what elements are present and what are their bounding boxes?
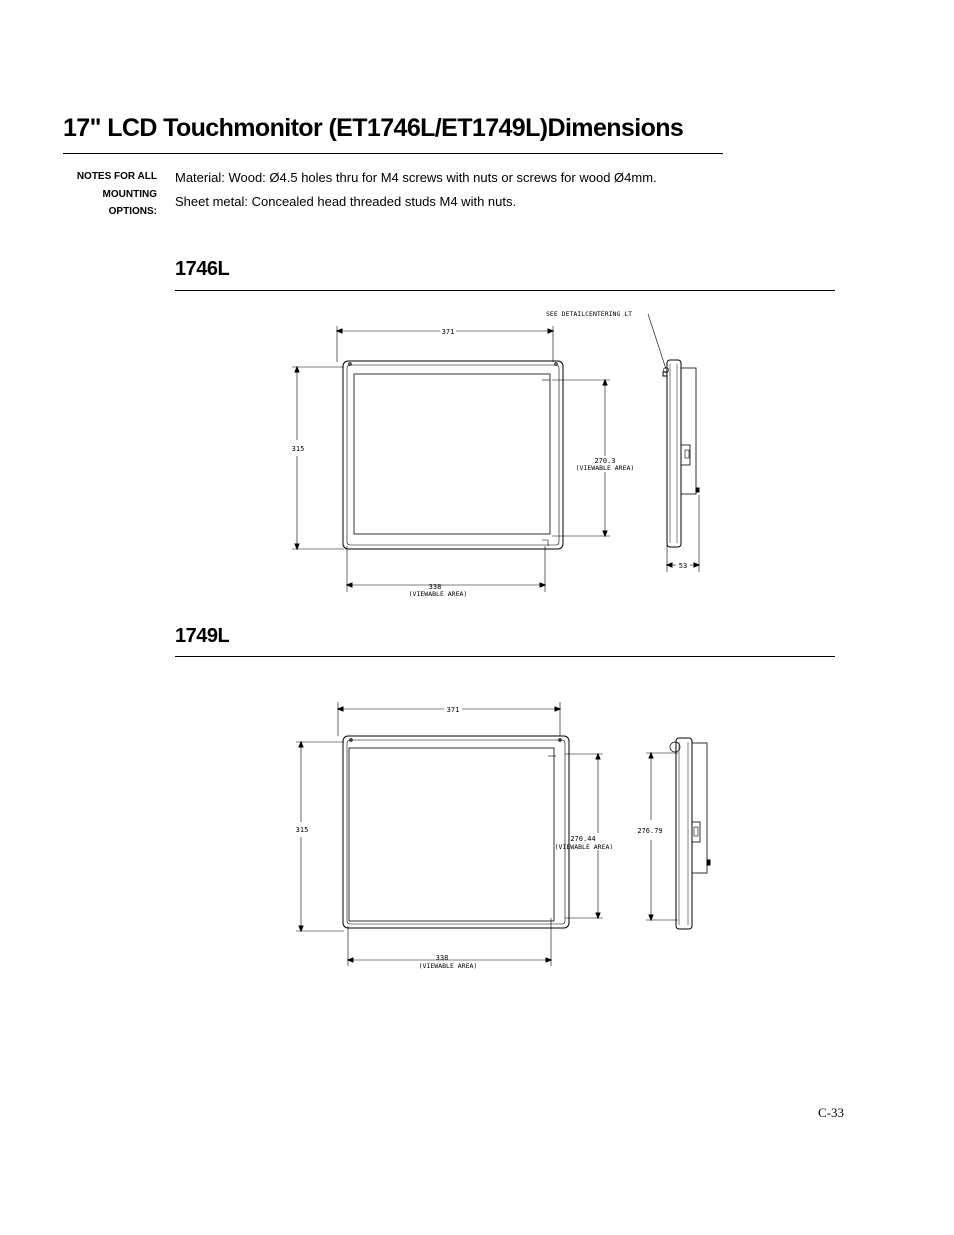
dim-side-height-label: 276.79 [637, 827, 663, 835]
dim-height-label: 315 [291, 445, 305, 453]
dim-view-width-note: (VIEWABLE AREA) [408, 590, 468, 598]
dim-width-label: 371 [446, 706, 460, 714]
dim-view-width [347, 546, 545, 592]
drawing-1749l [280, 690, 720, 980]
section-rule-1746l [175, 290, 835, 291]
notes-sheet-metal: Sheet metal: Concealed head threaded studs M4 with nuts. [175, 194, 517, 209]
page-title: 17" LCD Touchmonitor (ET1746L/ET1749L)Dimensions [63, 114, 684, 142]
dim-view-width [348, 918, 551, 966]
viewable-area [349, 748, 554, 921]
drawing-1746l [280, 300, 720, 605]
dim-view-height-label: 270.3 [594, 457, 616, 465]
dim-view-width-label: 338 [428, 583, 442, 591]
mounting-hole [555, 363, 557, 365]
front-bezel-inner [347, 740, 565, 924]
notes-label [40, 168, 157, 221]
front-bezel-inner [347, 365, 559, 545]
dim-view-width-label: 338 [435, 954, 449, 962]
notes-text [175, 166, 657, 214]
notes-material: Material: Wood: Ø4.5 holes thru for M4 screws with nuts or screws for wood Ø4mm. [175, 170, 657, 185]
dim-side-height [646, 753, 678, 920]
dim-view-height-label: 270.44 [570, 835, 596, 843]
dim-view-height-note: (VIEWABLE AREA) [575, 464, 635, 472]
viewable-area [354, 374, 550, 534]
dim-depth [667, 495, 699, 572]
page-number: C-33 [818, 1105, 844, 1120]
dim-depth-label: 53 [678, 562, 688, 570]
notes-label-line: OPTIONS: [108, 206, 157, 217]
notes-label-line: NOTES FOR ALL [76, 171, 157, 182]
notes-label-line: MOUNTING [102, 188, 157, 200]
front-bezel-outline [343, 361, 563, 549]
section-heading-1746l: 1746L [175, 258, 230, 280]
callout-text: SEE DETAILCENTERING LT [546, 310, 633, 318]
title-rule [63, 153, 723, 154]
dim-height [296, 742, 344, 931]
side-view [670, 738, 710, 929]
mounting-hole [349, 363, 351, 365]
dim-view-width-note: (VIEWABLE AREA) [418, 962, 478, 970]
dim-width-label: 371 [441, 328, 455, 336]
front-bezel-outline [343, 736, 569, 928]
callout-leader [648, 314, 666, 369]
section-heading-1749l: 1749L [175, 625, 230, 647]
dim-height-label: 315 [295, 826, 309, 834]
dim-view-height-note: (VIEWABLE AREA) [554, 843, 614, 851]
side-view [663, 360, 699, 547]
section-rule-1749l [175, 656, 835, 657]
dim-height [292, 367, 344, 549]
